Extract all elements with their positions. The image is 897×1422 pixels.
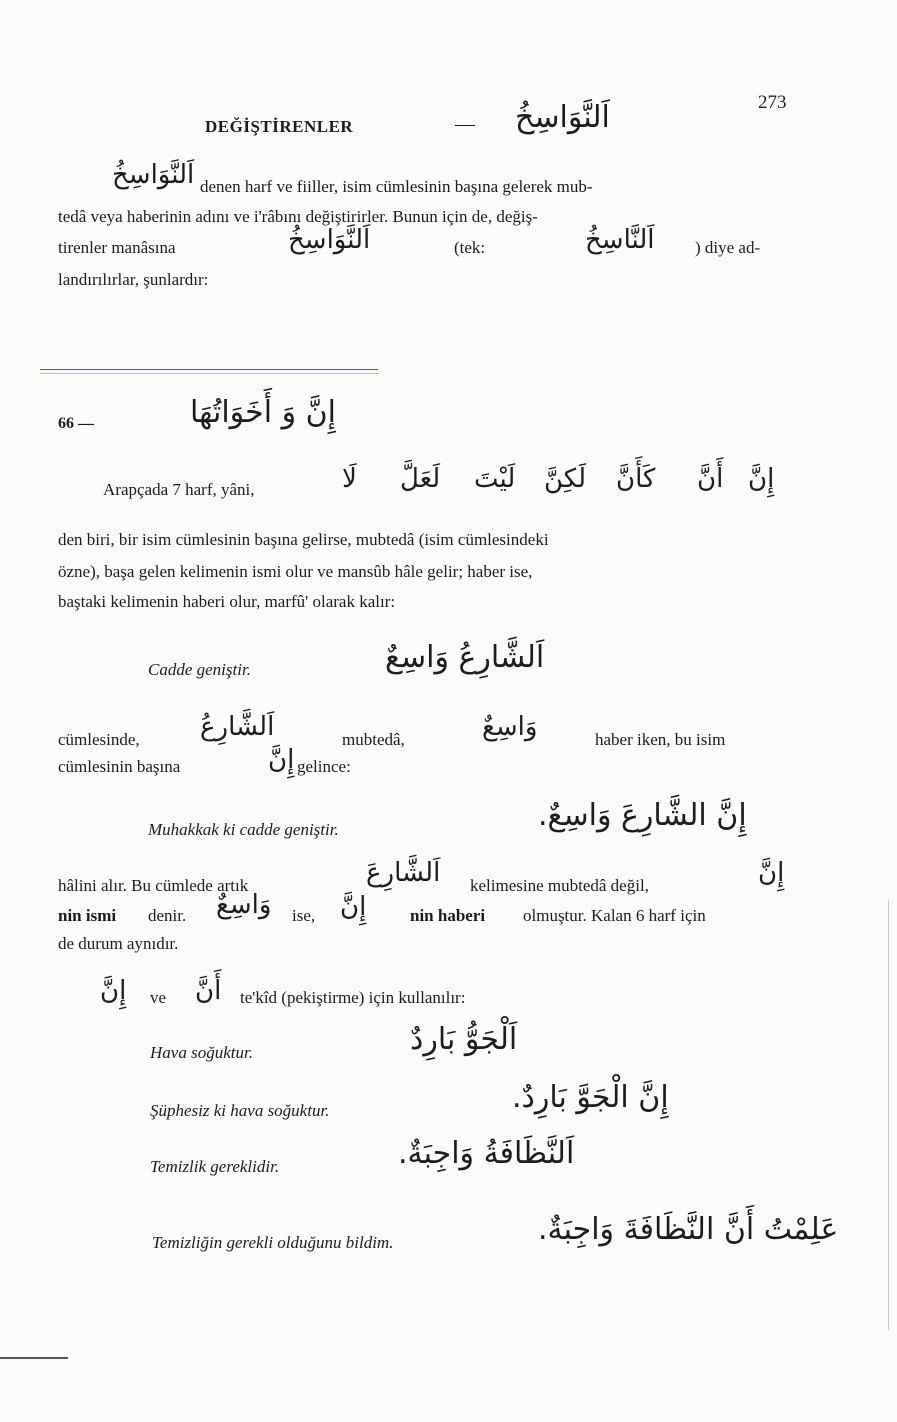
particle-laalla: لَعَلَّ	[400, 464, 441, 494]
intro-line-2: tedâ veya haberinin adını ve i'râbını değiştirirler. Bunun için de, değiş-	[58, 207, 538, 226]
intro-line-1: denen harf ve fiiller, isim cümlesinin başına gelerek mub-	[200, 177, 593, 196]
example1-arabic: اَلشَّارِعُ وَاسِعٌ	[385, 640, 545, 675]
example2-turkish: Muhakkak ki cadde geniştir.	[148, 820, 339, 839]
divider-line	[40, 369, 378, 370]
para4-b: te'kîd (pekiştirme) için kullanılır:	[240, 988, 466, 1007]
particle-anna: أَنَّ	[697, 464, 724, 494]
scan-margin-line	[888, 900, 889, 1330]
scan-edge-mark	[0, 1357, 68, 1359]
particle-layta: لَيْتَ	[474, 464, 516, 494]
para2-e: gelince:	[297, 757, 351, 776]
example3-arabic: اَلْجَوُّ بَارِدٌ	[410, 1022, 518, 1057]
intro-arabic-plural: اَلنَّوَاسِخُ	[288, 225, 371, 255]
example3-turkish: Hava soğuktur.	[150, 1043, 253, 1062]
intro-line-3a: tirenler manâsına	[58, 238, 176, 257]
para1-lead: Arapçada 7 harf, yâni,	[103, 480, 255, 499]
para4-a: ve	[150, 988, 167, 1007]
section-title-arabic: إِنَّ وَ أَخَوَاتُهَا	[190, 395, 336, 430]
particle-lakinna: لَكِنَّ	[544, 464, 587, 494]
example2-arabic: إِنَّ الشَّارِعَ وَاسِعٌ.	[538, 798, 747, 833]
example5-arabic: اَلنَّظَافَةُ وَاجِبَةٌ.	[398, 1136, 575, 1171]
running-title-dash: —	[455, 113, 475, 135]
para3-d: denir.	[148, 906, 187, 925]
para3-c: nin ismi	[58, 906, 117, 925]
running-title-arabic: اَلنَّوَاسِخُ	[515, 100, 610, 135]
para2-b: mubtedâ,	[342, 730, 405, 749]
para2-c: haber iken, bu isim	[595, 730, 726, 749]
para1-line-3: özne), başa gelen kelimenin ismi olur ve mansûb hâle gelir; haber ise,	[58, 562, 533, 581]
para4-arabic-inna: إِنَّ	[100, 976, 127, 1006]
para3-h: de durum aynıdır.	[58, 934, 179, 953]
para3-e: ise,	[292, 906, 316, 925]
para2-a: cümlesinde,	[58, 730, 140, 749]
para3-b: kelimesine mubtedâ değil,	[470, 876, 649, 895]
para2-arabic-inna: إِنَّ	[268, 745, 295, 775]
para3-a: hâlini alır. Bu cümlede artık	[58, 876, 249, 895]
intro-arabic-term: اَلنَّوَاسِخُ	[112, 160, 195, 190]
divider-line-shadow	[40, 373, 378, 374]
particle-inna: إِنَّ	[748, 464, 775, 494]
para2-arabic-subject: اَلشَّارِعُ	[200, 712, 275, 742]
example6-turkish: Temizliğin gerekli olduğunu bildim.	[152, 1233, 394, 1252]
para1-line-2: den biri, bir isim cümlesinin başına gelirse, mubtedâ (isim cümlesindeki	[58, 530, 549, 549]
para3-f: nin haberi	[410, 906, 486, 925]
para3-g: olmuştur. Kalan 6 harf için	[523, 906, 706, 925]
para1-line-4: baştaki kelimenin haberi olur, marfû' olarak kalır:	[58, 592, 396, 611]
para3-arabic-inna-1: إِنَّ	[758, 858, 785, 888]
page-number: 273	[758, 92, 787, 113]
para2-arabic-predicate: وَاسِعٌ	[482, 712, 538, 742]
intro-line-3b: (tek:	[454, 238, 486, 257]
para4-arabic-anna: أَنَّ	[195, 976, 222, 1006]
section-number: 66 —	[58, 415, 94, 432]
para3-arabic-predicate: وَاسِعٌ	[216, 890, 272, 920]
example6-arabic: عَلِمْتُ أَنَّ النَّظَافَةَ وَاجِبَةٌ.	[538, 1212, 839, 1247]
example4-turkish: Şüphesiz ki hava soğuktur.	[150, 1101, 330, 1120]
particle-kaanna: كَأَنَّ	[616, 464, 656, 494]
running-title: DEĞİŞTİRENLER	[205, 117, 354, 136]
intro-line-3c: ) diye ad-	[695, 238, 761, 257]
example4-arabic: إِنَّ الْجَوَّ بَارِدٌ.	[512, 1080, 669, 1115]
para2-d: cümlesinin başına	[58, 757, 181, 776]
intro-arabic-singular: اَلنَّاسِخُ	[585, 225, 655, 255]
example1-turkish: Cadde geniştir.	[148, 660, 251, 679]
particle-la: لَا	[342, 464, 357, 494]
intro-line-4: landırılırlar, şunlardır:	[58, 270, 209, 289]
example5-turkish: Temizlik gereklidir.	[150, 1157, 280, 1176]
para3-arabic-inna-2: إِنَّ	[340, 892, 367, 922]
para3-arabic-subject: اَلشَّارِعَ	[366, 858, 441, 888]
